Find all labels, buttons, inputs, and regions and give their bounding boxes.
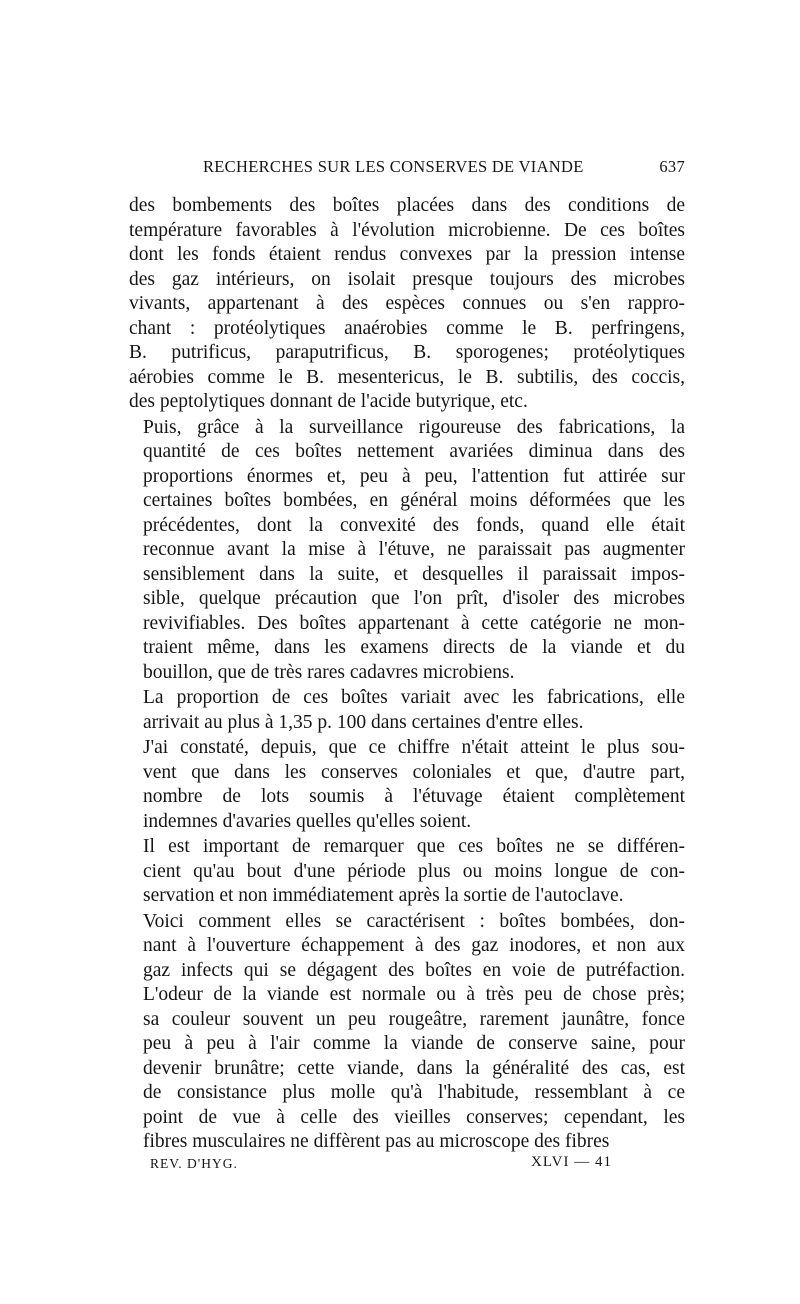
text-line: chant : protéolytiques anaérobies comme le B. perfringens, (129, 317, 685, 339)
text-line: nombre de lots soumis à l'étuvage étaient complètement (143, 786, 685, 807)
text-line: Voici comment elles se caractérisent : boîtes bombées, don- (143, 910, 685, 932)
text-line: Puis, grâce à la surveillance rigoureuse des fabrications, la (143, 416, 685, 438)
paragraph (129, 416, 685, 686)
text-line: fibres musculaires ne diffèrent pas au microscope des fibres (143, 1131, 610, 1152)
text-line: sa couleur souvent un peu rougeâtre, rarement jaunâtre, fonce (143, 1008, 685, 1030)
text-line: J'ai constaté, depuis, que ce chiffre n'était atteint le plus sou- (143, 737, 685, 758)
journal-abbreviation: REV. D'HYG. (150, 1156, 238, 1171)
text-line: quantité de ces boîtes nettement avariées diminua dans des (143, 441, 685, 462)
text-line: arrivait au plus à 1,35 p. 100 dans certaines d'entre elles. (143, 711, 584, 733)
text-line: point de vue à celle des vieilles conserves; cependant, les (143, 1106, 685, 1128)
text-line: B. putrificus, paraputrificus, B. sporogenes; protéolytiques (129, 342, 685, 363)
text-line: des bombements des boîtes placées dans des conditions de (129, 195, 685, 216)
text-line: Il est important de remarquer que ces boîtes ne se différen- (143, 836, 685, 857)
text-line: nant à l'ouverture échappement à des gaz inodores, et non aux (143, 935, 685, 956)
paragraph (129, 194, 685, 415)
page-footer (150, 1156, 612, 1172)
text-line: dont les fonds étaient rendus convexes par la pression intense (129, 244, 685, 265)
text-line: sensiblement dans la suite, et desquelles il paraissait impos- (143, 563, 685, 585)
text-line: L'odeur de la viande est normale ou à très peu de chose près; (143, 984, 685, 1005)
text-line: revivifiables. Des boîtes appartenant à cette catégorie ne mon- (143, 612, 685, 634)
text-line: certaines boîtes bombées, en général moins déformées que les (143, 490, 685, 511)
text-line: peu à peu à l'air comme la viande de conserve saine, pour (143, 1033, 685, 1054)
paragraph (129, 910, 685, 1155)
running-header (203, 157, 685, 177)
text-line: traient même, dans les examens directs de la viande et du (143, 637, 685, 658)
text-line: devenir brunâtre; cette viande, dans la généralité des cas, est (143, 1057, 685, 1079)
text-line: de consistance plus molle qu'à l'habitude, ressemblant à ce (143, 1082, 685, 1103)
text-line: des gaz intérieurs, on isolait presque toujours des microbes (129, 268, 685, 290)
text-line: proportions énormes et, peu à peu, l'attention fut attirée sur (143, 465, 685, 487)
page-number: 637 (659, 157, 685, 176)
paragraph (129, 835, 685, 909)
text-line: précédentes, dont la convexité des fonds, quand elle était (143, 514, 685, 536)
text-line: servation et non immédiatement après la sortie de l'autoclave. (143, 885, 624, 906)
text-line: vent que dans les conserves coloniales et que, d'autre part, (143, 761, 685, 783)
text-line: température favorables à l'évolution microbienne. De ces boîtes (129, 219, 685, 241)
paragraph (129, 736, 685, 834)
text-line: aérobies comme le B. mesentericus, le B. subtilis, des coccis, (129, 366, 685, 388)
body-text (129, 194, 685, 1155)
text-line: vivants, appartenant à des espèces connues ou s'en rappro- (129, 293, 685, 314)
text-line: sible, quelque précaution que l'on prît, d'isoler des microbes (143, 588, 685, 609)
text-line: indemnes d'avaries quelles qu'elles soient. (143, 810, 472, 832)
signature-mark: XLVI — 41 (531, 1154, 612, 1170)
text-line: des peptolytiques donnant de l'acide butyrique, etc. (129, 391, 528, 412)
text-line: bouillon, que de très rares cadavres microbiens. (143, 661, 515, 683)
text-line: La proportion de ces boîtes variait avec les fabrications, elle (143, 687, 685, 708)
text-line: reconnue avant la mise à l'étuve, ne paraissait pas augmenter (143, 539, 685, 560)
paragraph (129, 686, 685, 735)
text-line: gaz infects qui se dégagent des boîtes en voie de putréfaction. (143, 959, 685, 981)
running-title: RECHERCHES SUR LES CONSERVES DE VIANDE (203, 157, 584, 176)
text-line: cient qu'au bout d'une période plus ou moins longue de con- (143, 860, 685, 882)
